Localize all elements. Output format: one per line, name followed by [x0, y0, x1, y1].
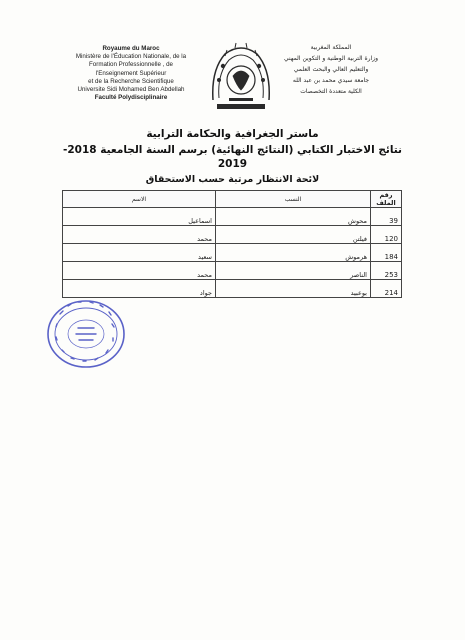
header-fr-line-7: Faculté Polydisciplinaire — [94, 94, 168, 102]
header-arabic — [261, 42, 401, 97]
header-fr-line-4: l'Enseignement Supérieur — [95, 69, 167, 77]
table-row — [63, 262, 402, 280]
cell-nasab: بوعبيد — [216, 280, 371, 298]
cell-rank: 214 — [371, 280, 402, 298]
header-ar-line-3: والتعليم العالي والبحث العلمي — [293, 66, 369, 73]
cell-rank: 184 — [371, 244, 402, 262]
header-french — [52, 45, 210, 102]
results-table — [62, 190, 402, 298]
header-ar-line-4: جامعة سيدي محمد بن عبد الله — [292, 77, 370, 84]
cell-rank: 39 — [371, 208, 402, 226]
header-fr-line-5: et de la Recherche Scientifique — [88, 77, 174, 85]
table-header-row — [63, 191, 402, 208]
cell-rank: 253 — [371, 262, 402, 280]
university-stamp-icon — [42, 294, 130, 374]
results-title: نتائج الاختبار الكتابي (النتائج النهائية) برسم السنة الجامعية 2018-2019 — [62, 144, 403, 170]
table-row — [63, 244, 402, 262]
cell-name: محمد — [63, 262, 216, 280]
header-fr-line-3: Formation Professionnelle , de — [89, 61, 173, 69]
header-ar-line-1: المملكة المغربية — [310, 44, 352, 51]
waiting-list-title: لائحة الانتظار مرتبة حسب الاستحقاق — [145, 174, 320, 185]
header-fr-line-2: Ministère de l'Éducation Nationale, de la — [75, 53, 187, 61]
header-rank: رقم الملف — [371, 191, 402, 208]
table-row — [63, 226, 402, 244]
header-fr-line-6: Universite Sidi Mohamed Ben Abdellah — [77, 86, 185, 94]
header-name: الاسم — [63, 191, 216, 208]
document-titles — [60, 127, 405, 188]
cell-nasab: الناصر — [216, 262, 371, 280]
cell-nasab: هرموش — [216, 244, 371, 262]
cell-name: سعيد — [63, 244, 216, 262]
cell-name: اسماعيل — [63, 208, 216, 226]
master-title: ماستر الجغرافية والحكامة الترابية — [146, 128, 319, 140]
cell-name: محمد — [63, 226, 216, 244]
cell-name: جواد — [63, 280, 216, 298]
cell-rank: 120 — [371, 226, 402, 244]
table-row — [63, 208, 402, 226]
header-nasab: النسب — [216, 191, 371, 208]
header-fr-line-1: Royaume du Maroc — [102, 45, 160, 52]
header-ar-line-5: الكلية متعددة التخصصات — [300, 88, 362, 95]
cell-nasab: محوش — [216, 208, 371, 226]
cell-nasab: فيلتن — [216, 226, 371, 244]
header-ar-line-2: وزارة التربية الوطنية و التكوين المهني — [284, 55, 378, 62]
